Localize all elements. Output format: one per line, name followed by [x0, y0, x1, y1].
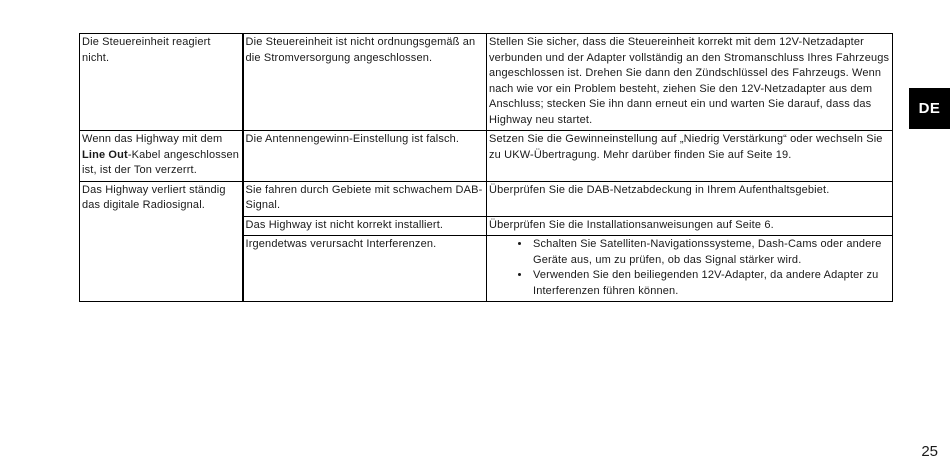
solution-text: Überprüfen Sie die DAB-Netzabdeckung in Ihrem Aufenthaltsgebiet. [489, 183, 830, 196]
solution-bullet: • Verwenden Sie den beiliegenden 12V-Adapter, da andere Adapter zu Interferenzen führen können. [531, 268, 890, 299]
problem-text: Die Steuereinheit reagiert nicht. [82, 36, 211, 64]
cause-text: Irgendetwas verursacht Interferenzen. [245, 238, 437, 250]
problem-text-start: Wenn das Highway mit dem [82, 133, 223, 145]
solution-cell [487, 34, 893, 131]
cause-cell [243, 34, 487, 131]
page-number: 25 [921, 443, 938, 460]
solution-cell [487, 216, 893, 236]
table-row [80, 181, 893, 216]
solution-cell [487, 131, 893, 182]
problem-text-end: -Kabel angeschlossen ist, ist der Ton verzerrt. [82, 148, 240, 176]
solution-text: Überprüfen Sie die Installationsanweisungen auf Seite 6. [489, 218, 774, 231]
cause-text: Die Antennengewinn-Einstellung ist falsch. [245, 133, 460, 145]
solution-cell [487, 181, 893, 216]
solution-text: Stellen Sie sicher, dass die Steuereinheit korrekt mit dem 12V-Netzadapter verbunden und der Adapter vollständig an den Stromanschluss Ihres Fahrzeugs angeschlossen ist. Drehen Sie dann den Zündschlüssel des Fahrzeugs. Wenn nach wie vor ein Problem besteht, ziehen Sie den 12V-Netzadapter aus dem Anschluss; stecken Sie ihn dann erneut ein und warten Sie darauf, dass das Highway neu startet. [489, 36, 890, 126]
language-tab: DE [909, 88, 950, 129]
cause-text: Die Steuereinheit ist nicht ordnungsgemäß an die Stromversorgung angeschlossen. [245, 36, 476, 64]
problem-text: Das Highway verliert ständig das digitale Radiosignal. [82, 183, 226, 211]
solution-cell [487, 236, 893, 302]
problem-cell [80, 181, 243, 302]
problem-cell [80, 34, 243, 131]
table-row [80, 131, 893, 182]
cause-cell [243, 236, 487, 302]
solution-bullet: • Schalten Sie Satelliten-Navigationssysteme, Dash-Cams oder andere Geräte aus, um zu prüfen, ob das Signal stärker wird. [531, 237, 890, 268]
line-out-term: Line Out [82, 148, 128, 161]
troubleshooting-table [79, 33, 893, 302]
problem-cell [80, 131, 243, 182]
cause-cell [243, 216, 487, 236]
table-row [80, 34, 893, 131]
cause-text: Sie fahren durch Gebiete mit schwachem DAB-Signal. [245, 183, 483, 211]
solution-bullet-list [489, 237, 890, 299]
solution-text: Setzen Sie die Gewinneinstellung auf „Niedrig Verstärkung“ oder wechseln Sie zu UKW-Übertragung. Mehr darüber finden Sie auf Seite 19. [489, 133, 883, 161]
cause-cell [243, 181, 487, 216]
cause-cell [243, 131, 487, 182]
cause-text: Das Highway ist nicht korrekt installiert. [245, 218, 444, 231]
